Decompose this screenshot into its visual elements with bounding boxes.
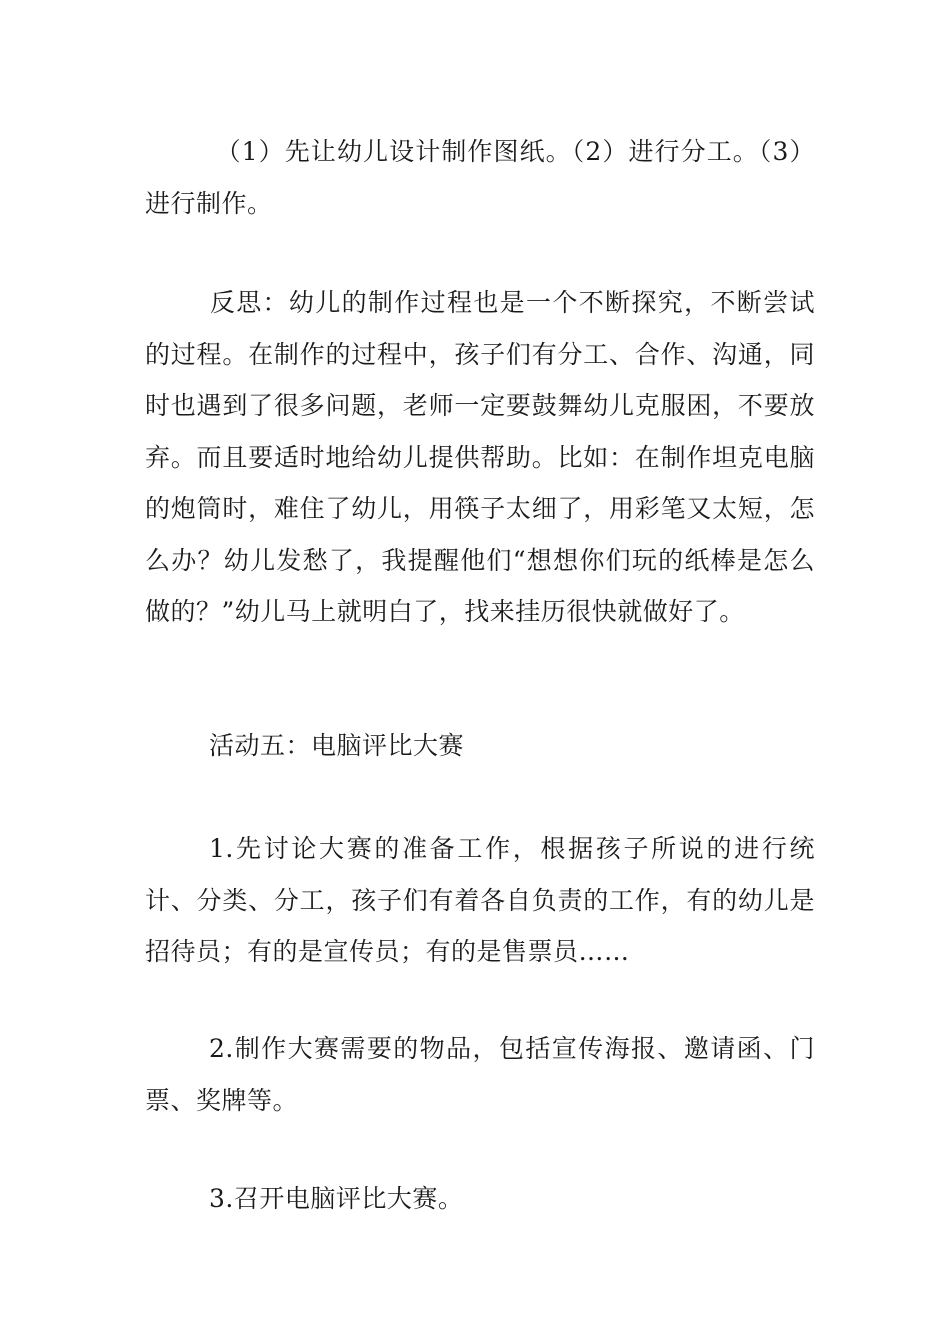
heading-text: 活动五：电脑评比大赛	[209, 731, 465, 760]
paragraph-text: （1）先让幼儿设计制作图纸。（2）进行分工。（3）进行制作。	[145, 137, 815, 218]
paragraph-item-2	[145, 1023, 815, 1126]
paragraph-reflection	[145, 277, 815, 638]
paragraph-text: 2.制作大赛需要的物品，包括宣传海报、邀请函、门票、奖牌等。	[145, 1034, 815, 1115]
paragraph-text: 3.召开电脑评比大赛。	[209, 1184, 464, 1213]
paragraph-item-3	[145, 1173, 815, 1225]
paragraph-text: 反思：幼儿的制作过程也是一个不断探究，不断尝试的过程。在制作的过程中，孩子们有分工、合作、沟通，同时也遇到了很多问题，老师一定要鼓舞幼儿克服困，不要放弃。而且要适时地给幼儿提供帮助。比如：在制作坦克电脑的炮筒时，难住了幼儿，用筷子太细了，用彩笔又太短，怎么办？幼儿发愁了，我提醒他们“想想你们玩的纸棒是怎么做的？”幼儿马上就明白了，找来挂历很快就做好了。	[145, 288, 815, 626]
paragraph-steps	[145, 126, 815, 229]
paragraph-item-1	[145, 823, 815, 978]
section-heading-activity-five	[145, 720, 815, 772]
paragraph-text: 1.先讨论大赛的准备工作，根据孩子所说的进行统计、分类、分工，孩子们有着各自负责的工作，有的幼儿是招待员；有的是宣传员；有的是售票员……	[145, 834, 815, 966]
